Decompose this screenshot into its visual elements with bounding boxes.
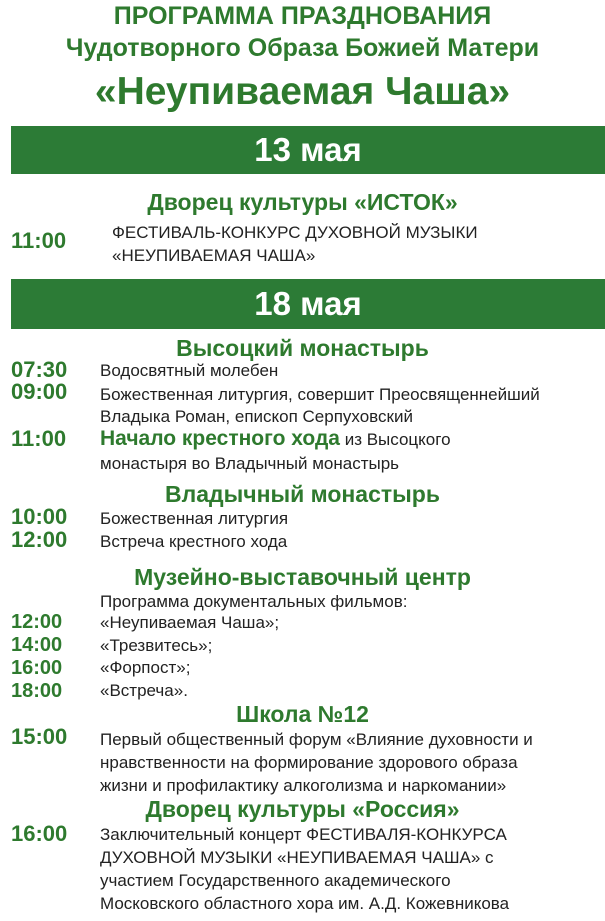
event-description: ФЕСТИВАЛЬ-КОНКУРС ДУХОВНОЙ МУЗЫКИ [112,223,478,242]
event-description: жизни и профилактику алкоголизма и наркомании» [100,776,507,795]
date-bar-18-may [11,279,605,329]
event-time: 12:00 [11,527,68,552]
venue-museum: Музейно-выставочный центр [134,564,471,590]
event-description: монастыря во Владычный монастырь [100,454,400,473]
film-time: 16:00 [11,657,63,679]
film-title: «Трезвитесь»; [100,636,213,655]
event-description: Заключительный концерт ФЕСТИВАЛЯ-КОНКУРСА [100,825,507,844]
film-time: 12:00 [11,611,63,633]
date-label: 18 мая [254,285,362,322]
event-description: Встреча крестного хода [100,532,288,551]
date-bar-13-may [11,126,605,174]
event-description: «НЕУПИВАЕМАЯ ЧАША» [112,246,316,265]
header-line-3: «Неупиваемая Чаша» [94,70,511,113]
event-description: участием Государственного академического [100,871,451,890]
event-description: нравственности на формирование здорового образа [100,753,518,772]
header-line-1: ПРОГРАММА ПРАЗДНОВАНИЯ [113,2,492,30]
film-time: 14:00 [11,634,63,656]
event-time: 11:00 [11,426,67,451]
venue-russia: Дворец культуры «Россия» [145,796,460,822]
event-time: 09:00 [11,379,68,404]
venue-vysotsky: Высоцкий монастырь [176,335,429,361]
event-description: Водосвятный молебен [100,361,279,380]
event-description: Владыка Роман, епископ Серпуховский [100,407,413,426]
film-title: «Форпост»; [100,658,191,677]
films-intro: Программа документальных фильмов: [100,592,408,611]
header-line-2: Чудотворного Образа Божией Матери [65,34,540,62]
event-description: Московского областного хора им. А.Д. Кожевникова [100,894,510,913]
venue-school-12: Школа №12 [236,701,369,727]
date-label: 13 мая [254,131,362,168]
event-time: 07:30 [11,357,68,382]
event-description: ДУХОВНОЙ МУЗЫКИ «НЕУПИВАЕМАЯ ЧАША» с [100,848,494,867]
event-description [100,427,451,451]
film-time: 18:00 [11,680,63,702]
event-time: 16:00 [11,821,68,846]
event-time: 11:00 [11,228,67,253]
event-time: 10:00 [11,504,68,529]
film-title: «Встреча». [100,681,188,700]
film-title: «Неупиваемая Чаша»; [100,613,280,632]
event-description: Первый общественный форум «Влияние духовности и [100,730,533,749]
venue-vladychny: Владычный монастырь [164,481,440,507]
event-highlight: Начало крестного хода [100,427,340,450]
event-description: Божественная литургия [100,509,289,528]
event-description: Божественная литургия, совершит Преосвященнейший [100,385,540,404]
event-description-rest: из Высоцкого [339,430,451,449]
event-time: 15:00 [11,724,68,749]
venue-istok: Дворец культуры «ИСТОК» [147,189,458,215]
